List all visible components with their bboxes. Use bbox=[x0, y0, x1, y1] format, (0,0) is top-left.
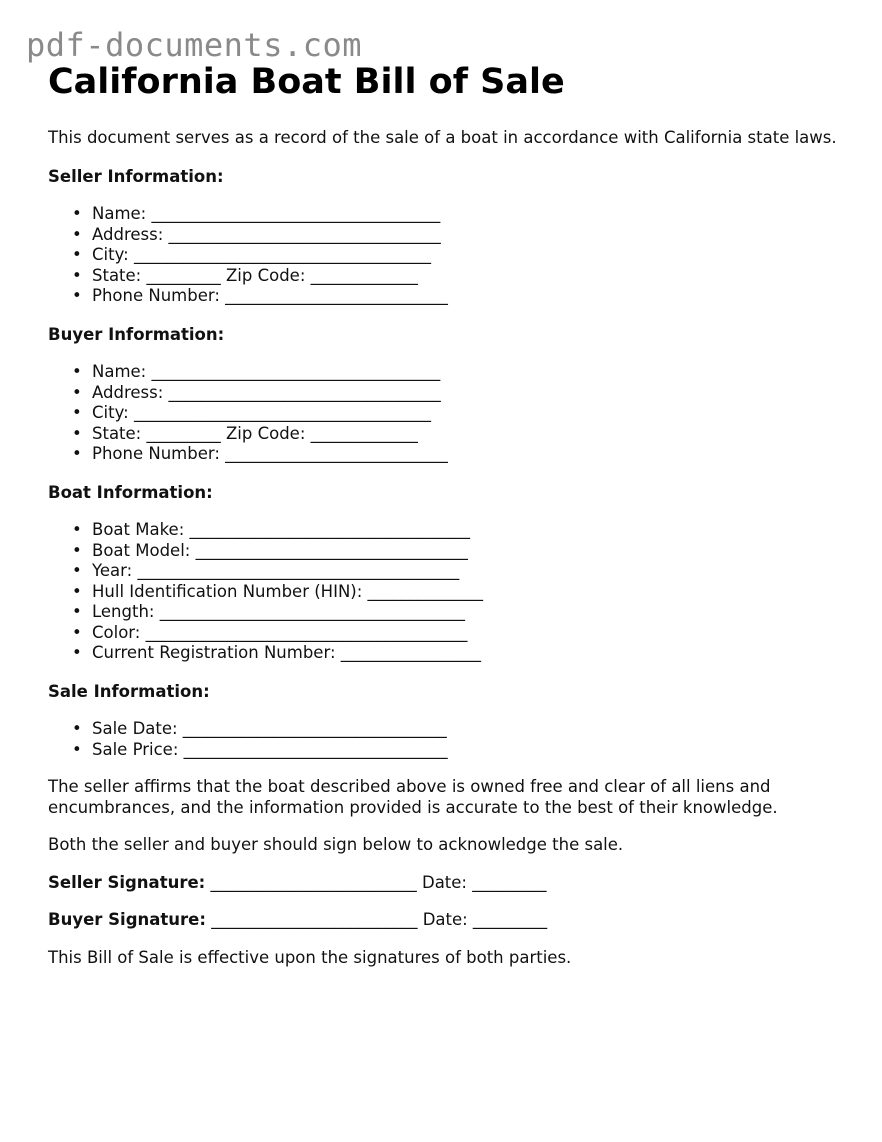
field-label: City: ____________________________________ bbox=[92, 403, 431, 422]
field-label: Sale Price: ________________________________ bbox=[92, 739, 448, 759]
bullet-icon: • bbox=[72, 224, 82, 244]
bullet-icon: • bbox=[72, 204, 82, 223]
field-label: Name: ___________________________________ bbox=[92, 204, 441, 223]
page-title: California Boat Bill of Sale bbox=[48, 62, 565, 102]
seller-signature-line: _________________________ Date: _________ bbox=[205, 872, 547, 892]
bullet-icon: • bbox=[72, 403, 82, 422]
sale-date-field[interactable] bbox=[72, 719, 848, 740]
buyer-name-field[interactable] bbox=[72, 362, 848, 383]
watermark: pdf-documents.com bbox=[26, 26, 363, 64]
bullet-icon: • bbox=[72, 602, 82, 621]
sale-price-field[interactable] bbox=[72, 739, 848, 761]
field-label: Hull Identification Number (HIN): ______________ bbox=[92, 581, 484, 601]
intro-text: This document serves as a record of the sale of a boat in accordance with California state laws. bbox=[48, 128, 837, 147]
field-label: Boat Model: _________________________________ bbox=[92, 540, 468, 560]
seller-address-field[interactable] bbox=[72, 224, 848, 246]
buyer-state-zip-field[interactable] bbox=[72, 423, 848, 445]
field-label: Sale Date: ________________________________ bbox=[92, 719, 447, 738]
field-label: Color: _______________________________________ bbox=[92, 622, 468, 642]
field-label: Address: _________________________________ bbox=[92, 224, 441, 244]
bullet-icon: • bbox=[72, 423, 82, 443]
field-label: Length: _____________________________________ bbox=[92, 602, 465, 621]
document-page bbox=[48, 60, 848, 968]
seller-section-heading: Seller Information: bbox=[48, 166, 224, 186]
boat-make-field[interactable] bbox=[72, 520, 848, 541]
buyer-field-list bbox=[48, 362, 848, 465]
bullet-icon: • bbox=[72, 382, 82, 402]
boat-field-list bbox=[48, 520, 848, 664]
boat-hin-field[interactable] bbox=[72, 581, 848, 603]
seller-phone-field[interactable] bbox=[72, 286, 848, 307]
field-label: Phone Number: ___________________________ bbox=[92, 286, 448, 305]
bullet-icon: • bbox=[72, 444, 82, 463]
field-label: Address: _________________________________ bbox=[92, 382, 441, 402]
field-label: Name: ___________________________________ bbox=[92, 362, 441, 381]
bullet-icon: • bbox=[72, 286, 82, 305]
closing-text: This Bill of Sale is effective upon the signatures of both parties. bbox=[48, 947, 572, 967]
field-label: City: ____________________________________ bbox=[92, 245, 431, 264]
buyer-city-field[interactable] bbox=[72, 403, 848, 424]
field-label: Year: _______________________________________ bbox=[92, 561, 460, 580]
boat-length-field[interactable] bbox=[72, 602, 848, 623]
bullet-icon: • bbox=[72, 561, 82, 580]
seller-signature-row[interactable] bbox=[48, 873, 848, 894]
seller-name-field[interactable] bbox=[72, 204, 848, 225]
affirmation-text: The seller affirms that the boat described above is owned free and clear of all liens and encumbrances, and the information provided is accurate to the best of their knowledge. bbox=[48, 777, 778, 817]
bullet-icon: • bbox=[72, 622, 82, 642]
field-label: Phone Number: ___________________________ bbox=[92, 444, 448, 463]
buyer-signature-row[interactable] bbox=[48, 910, 848, 931]
seller-field-list bbox=[48, 204, 848, 307]
field-label: Boat Make: __________________________________ bbox=[92, 520, 471, 539]
seller-city-field[interactable] bbox=[72, 245, 848, 266]
buyer-phone-field[interactable] bbox=[72, 444, 848, 465]
sale-section-heading: Sale Information: bbox=[48, 681, 210, 701]
buyer-section-heading: Buyer Information: bbox=[48, 324, 225, 344]
boat-section-heading: Boat Information: bbox=[48, 482, 213, 502]
bullet-icon: • bbox=[72, 520, 82, 539]
bullet-icon: • bbox=[72, 739, 82, 759]
sign-instruction-text: Both the seller and buyer should sign below to acknowledge the sale. bbox=[48, 835, 624, 854]
boat-registration-field[interactable] bbox=[72, 643, 848, 664]
bullet-icon: • bbox=[72, 643, 82, 662]
buyer-signature-line: _________________________ Date: _________ bbox=[205, 910, 548, 929]
bullet-icon: • bbox=[72, 581, 82, 601]
bullet-icon: • bbox=[72, 265, 82, 285]
boat-year-field[interactable] bbox=[72, 561, 848, 582]
bullet-icon: • bbox=[72, 245, 82, 264]
bullet-icon: • bbox=[72, 540, 82, 560]
bullet-icon: • bbox=[72, 362, 82, 381]
bullet-icon: • bbox=[72, 719, 82, 738]
seller-signature-label: Seller Signature: bbox=[48, 872, 206, 892]
boat-model-field[interactable] bbox=[72, 540, 848, 562]
sale-field-list bbox=[48, 719, 848, 760]
field-label: State: _________ Zip Code: _____________ bbox=[92, 423, 418, 443]
buyer-signature-label: Buyer Signature: bbox=[48, 910, 206, 929]
field-label: Current Registration Number: _________________ bbox=[92, 643, 482, 662]
boat-color-field[interactable] bbox=[72, 622, 848, 644]
buyer-address-field[interactable] bbox=[72, 382, 848, 404]
seller-state-zip-field[interactable] bbox=[72, 265, 848, 287]
field-label: State: _________ Zip Code: _____________ bbox=[92, 265, 418, 285]
